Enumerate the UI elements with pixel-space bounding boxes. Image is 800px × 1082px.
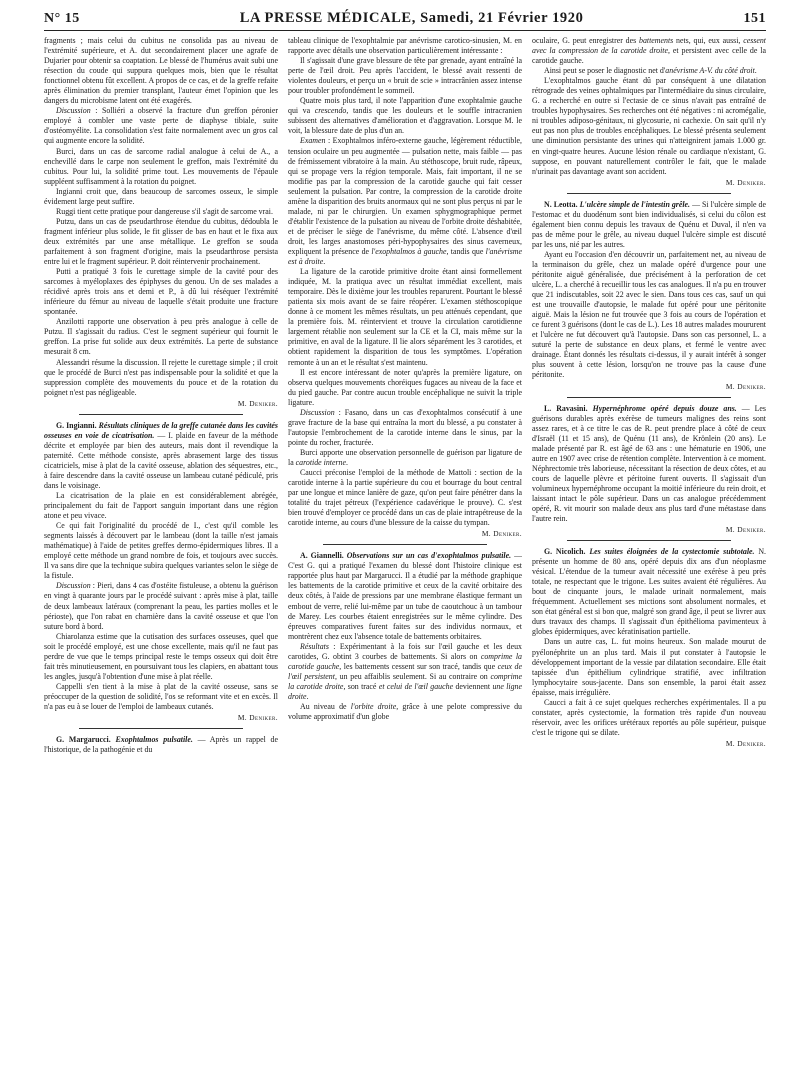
- article-ingianni: G. Ingianni. Résultats cliniques de la greffe cutanée dans les cavités osseuses en voie de cicatrisation. — I. plaide en faveur de la méthode décrite et employée par bien des auteurs, mais dont il revendique la paternité. Cette méthode consiste, après abrasement large des tissus cicatriciels, mise à plat de la cavité osseuse, ablation des séquestres, etc., à faire descendre dans la cavité osseuse un lambeau cutané pédiculé, pris dans le voisinage.: [44, 420, 278, 490]
- discussion-label: Discussion: [56, 106, 91, 116]
- author-signature: M. Deniker.: [237, 398, 278, 408]
- header-center: LA PRESSE MÉDICALE, Samedi, 21 Février 1920: [239, 10, 584, 26]
- journal-title: LA PRESSE MÉDICALE: [239, 10, 412, 26]
- author-signature: M. Deniker.: [725, 738, 766, 748]
- divider: [323, 544, 487, 545]
- column-2: [288, 36, 522, 1076]
- paragraph: Quatre mois plus tard, il note l'apparition d'une exophtalmie gauche qui va crescendo, tandis que les douleurs et le souffle intracranien subissent des alternatives d'amélioration et d'aggravation. Lorsque M. le voit, la blessure date de plus d'un an.: [288, 96, 522, 136]
- paragraph: Caucci préconise l'emploi de la méthode de Mattoli : section de la carotide interne à la partie supérieure du cou et bourrage du bout central par une longue et mince lanière de gaze, qu'on peut faire pénétrer dans la totalité du trajet pétreux (l'expérience cadavérique le prouve). C. s'est bien trouvé d'employer ce procédé dans un cas de plaie intrapétreuse de la carotide interne, au cours d'une blessure de la caisse du tympan.: [288, 468, 522, 528]
- paragraph: Putzu, dans un cas de pseudarthrose étendue du cubitus, dédoubla le fragment inférieur plus solide, le fit glisser de bas en haut et le fixa aux deux extrémités par une anse métallique. Le greffon se souda parfaitement à son fragment d'origine, mais la pseudarthrose persista entre lui et le fragment supérieur. P. doit réintervenir prochainement.: [44, 216, 278, 267]
- paragraph: Discussion : Pieri, dans 4 cas d'ostéite fistuleuse, a obtenu la guérison en vingt à quarante jours par le procédé suivant : après mise à plat, taille de deux lambeaux latéraux (comprenant la peau, les parties molles et le périoste), que l'on rabat en charnière dans la cavité osseuse et que l'on suture bord à bord.: [44, 581, 278, 631]
- issue-number: N° 15: [44, 11, 80, 26]
- author-signature: M. Deniker.: [237, 713, 278, 723]
- paragraph: La cicatrisation de la plaie en est considérablement abrégée, principalement du fait de l'apport sanguin important dans une région atone et peu vivace.: [44, 491, 278, 521]
- divider: [567, 193, 731, 194]
- discussion-label: Discussion: [56, 581, 91, 591]
- paragraph: Cappelli s'en tient à la mise à plat de la cavité osseuse, sans se préoccuper de la question de solidité, l'os se reformant vite et en excès. Il n'a pas eu à se louer de l'emploi de lambeaux cutanés.: [44, 681, 278, 711]
- article-title: Les suites éloignées de la cystectomie subtotale.: [589, 547, 755, 557]
- paragraph: Résultats : Expérimentant à la fois sur l'œil gauche et les deux carotides, G. obtint 3 courbes de battements. Si alors on comprime la carotide gauche, les battements cessent sur son tracé, tandis que ceux de l'œil persistent, un peu affaiblis seulement. Si au contraire on comprime la carotide droite, son tracé et celui de l'œil gauche deviennent une ligne droite.: [288, 641, 522, 701]
- article-author: G. Ingianni.: [56, 420, 97, 430]
- author-signature: M. Deniker.: [725, 177, 766, 187]
- paragraph: Chiarolanza estime que la cutisation des surfaces osseuses, quel que soit le procédé employé, est une chose excellente, mais qu'il ne faut pas perdre de vue que le temps principal reste le temps osseux qui doit être fait très minutieusement, en poursuivant tous les clapiers, en abattant tous les angles, jusqu'à l'obtention d'une mise à plat réelle.: [44, 631, 278, 681]
- paragraph: Ce qui fait l'originalité du procédé de I., c'est qu'il comble les segments laissés à découvert par le lambeau (dont la taille n'est jamais mathématique) à l'aide de petites greffes dermo-épidermiques libres. Il a employé cette méthode un grand nombre de fois, et toujours avec succès. Il va sans dire que la technique subira quelques variantes selon le siège de la fistule.: [44, 521, 278, 581]
- paragraph: L'exophtalmos gauche étant dû par conséquent à une dilatation rétrograde des veines ophtalmiques par l'intermédiaire du sinus circulaire, G. a recherché en outre si l'ectasie de ce sinus n'avait pas entraîné de troubles hypophysaires. Ses recherches ont été négatives : ni acromégalie, ni troubles adiposo-génitaux, ni glycosurie, ni cachexie. On sait qu'il n'y eut pas non plus de troubles encéphaliques. Le blessé présenta seulement une diminution persistante des urines qui n'atteignirent jamais 1.000 gr. en vingt-quatre heures. Aucune lésion rénale ou cardiaque n'existant, G. suppose, en pouvant naturellement contrôler le fait, que le malade n'urinait pas davantage avant son accident.: [532, 76, 766, 176]
- paragraph: Examen : Exophtalmos inféro-externe gauche, légèrement réductible, tension oculaire un peu augmentée — pulsation nette, mais faible — pas de frémissement vibratoire à la main. Au stéthoscope, bruit rude, râpeux, qui se propage vers la région temporale. Mais, fait important, il ne se modifie pas par la compression de la carotide gauche qui fait cesser seulement la pulsation. Par contre, la compression de la carotide droite amène la disparition des bruits anormaux qui ne sont plus perçus ni par le malade, ni par le chirurgien. Un examen sphygmographique permet d'établir l'existence de la pulsation au niveau de l'orbite droite déshabitée, et de préciser le siège de l'anévrisme, du même côté. L'absence d'œil droit, les larges anastomoses péri-hypophysaires des sinus caverneux, expliquent la présence de l'exophtalmos à gauche, tandis que l'anévrisme est à droite.: [288, 136, 522, 267]
- article-title: Hypernéphrome opéré depuis douze ans.: [592, 403, 737, 413]
- article-author: A. Giannelli.: [300, 551, 344, 561]
- resultats-label: Résultats: [300, 641, 329, 651]
- column-1: [44, 36, 278, 1076]
- paragraph: Putti a pratiqué 3 fois le curettage simple de la cavité pour des sarcomes à myéloplaxes des épiphyses du genou. Un de ses malades a récidivé après trois ans et demi et P., à dû lui réséquer l'extrémité inférieure du fémur au niveau de laquelle s'était produite une fracture spontanée.: [44, 267, 278, 317]
- article-leotta: N. Leotta. L'ulcère simple de l'intestin grêle. — Si l'ulcère simple de l'estomac et du duodénum sont bien individualisés, si celui du côlon est également bien connu depuis les travaux de Quénu et Duval, il n'en va pas de même pour le grêle, au niveau duquel l'ulcère simple est discuté par les uns, nié par les autres.: [532, 199, 766, 249]
- examen-label: Examen: [300, 136, 326, 146]
- column-3: [532, 36, 766, 1076]
- paragraph: Il s'agissait d'une grave blessure de tête par grenade, ayant entraîné la perte de l'œil droit. Peu après l'accident, le blessé avait ressenti de violentes douleurs, et perçu un « bruit de scie » intracrânien assez intense pour troubler profondément le sommeil.: [288, 56, 522, 96]
- author-signature: M. Deniker.: [725, 381, 766, 391]
- article-title: L'ulcère simple de l'intestin grêle.: [579, 199, 691, 209]
- paragraph: Il est encore intéressant de noter qu'après la première ligature, on observa quelques mouvements choréiques fugaces au niveau de la face et du pied gauche. Par contre aucun trouble encéphalique ne suivit la triple ligature.: [288, 367, 522, 407]
- author-signature: M. Deniker.: [725, 525, 766, 535]
- paragraph: Burci apporte une observation personnelle de guérison par ligature de la carotide interne.: [288, 447, 522, 467]
- article-author: N. Leotta.: [544, 199, 578, 209]
- paragraph: Ruggi tient cette pratique pour dangereuse s'il s'agit de sarcome vrai.: [56, 206, 273, 216]
- paragraph: Ingianni croit que, dans beaucoup de sarcomes osseux, le simple évidement large peut suffire.: [44, 186, 278, 206]
- article-title: Exophtalmos pulsatile.: [115, 735, 193, 745]
- article-ravasini: L. Ravasini. Hypernéphrome opéré depuis douze ans. — Les guérisons durables après exérèse de tumeurs malignes des reins sont assez rares, et à ce titre le cas de R. peut prendre place à côté de ceux d'Israël (11 et 15 ans), de Quénu (11 ans), de Krönlein (20 ans). Le malade présenté par R. est âgé de 63 ans : une hématurie en 1906, une autre en 1907 avec crise de rétention complète. Intervention à ce moment. Néphrectomie très laborieuse, nécessitant la résection de deux côtes, et au cours de laquelle plèvre et péritoine furent ouverts. Il s'agissait d'un volumineux hypernéphrome occupant la moitié inférieure du rein droit, et laissant intact le pôle supérieur. Dans un cas analogue précédemment opéré, R. vit mourir son malade deux ans plus tard d'une métastase dans l'autre rein.: [532, 403, 766, 524]
- paragraph: Au niveau de l'orbite droite, grâce à une pelote compressive du volume approximatif d'un globe: [288, 702, 522, 722]
- paragraph: Ainsi peut se poser le diagnostic net d'anévrisme A-V. du côté droit.: [544, 66, 757, 76]
- article-title: Résultats cliniques de la greffe cutanée dans les cavités osseuses en voie de cicatrisation.: [44, 420, 278, 440]
- paragraph: Ayant eu l'occasion d'en découvrir un, parfaitement net, au niveau de la terminaison du grêle, chez un malade opéré d'urgence pour une péritonite aiguë généralisée, due précisément à la perforation de cet ulcère, L. a cherché à recueillir tous les cas analogues. Il n'a pu en trouver que 21 indiscutables, soit 22 avec le sien. Dans tous ces cas, sauf un qui est une trouvaille d'autopsie, le malade fut opéré pour une péritonite aiguë. Mais la lésion ne fut trouvée que 3 fois au cours de l'opération et ce furent 3 guérisons (dont le cas de L.). Les 18 autres malades moururent et l'ulcère ne fut découvert qu'à l'autopsie. Dans son cas personnel, L. a suturé la perte de substance en deux plans, et fermé le ventre avec drainage. Étant donnés les résultats ci-dessus, il y aurait intérêt à songer plus souvent à cette lésion, lorsqu'on ne trouve pas la cause d'une péritonite.: [532, 249, 766, 380]
- paragraph: Dans un autre cas, L. fut moins heureux. Son malade mourut de pyélonéphrite un an plus tard. Mais il put constater à l'autopsie le développement important de la vessie par dilatation secondaire. Elle était tapissée d'un épithélium cylindrique stratifié, avec infiltration lymphocytaire sous-jacente. Dans son ensemble, la paroi était assez épaisse, mais irrégulière.: [532, 637, 766, 697]
- article-author: L. Ravasini.: [544, 403, 588, 413]
- issue-date: Samedi, 21 Février 1920: [420, 10, 584, 26]
- paragraph: La ligature de la carotide primitive droite étant ainsi formellement indiquée, M. la pratiqua avec un résultat immédiat excellent, mais temporaire. Dès le dixième jour les troubles reparurent. Pourtant le blessé patienta six mois avant de se faire réopérer. L'examen stéthoscopique donne à ce moment les mêmes résultats, un peu atténués cependant, que la première fois. M. réintervient et trouve la circulation carotidienne largement rétablie non seulement sur la CE et la CI, mais même sur la primitive, en aval de la ligature. Il lie alors séparément les 3 carotides, et obtient rapidement la disparition de tous les symptômes. L'opération remonte à un an et le résultat s'est maintenu.: [288, 267, 522, 367]
- divider: [567, 397, 731, 398]
- journal-page: [44, 10, 766, 1076]
- paragraph: fragments ; mais celui du cubitus ne consolida pas au niveau de l'extrémité supérieure, et A. dut secondairement placer une agrafe de Dujarier pour obtenir sa coaptation. Le blessé de l'humérus avait subi une résection du coude qui suppura quelques mois, bien que le résultat fonctionnel obtenu fût excellent. A propos de ce cas, et de la greffe refaite après élimination du premier transplant, l'auteur émet l'opinion que les dangers du microbisme latent ont été exagérés.: [44, 36, 278, 106]
- article-author: G. Margarucci.: [56, 735, 111, 745]
- paragraph: Burci, dans un cas de sarcome radial analogue à celui de A., a enchevillé dans le carpe non seulement le greffon, mais l'extrémité du cubitus. Pour lui, la solidité prime tout. Les mouvements de l'épaule suppléent suffisamment à la rotation du poignet.: [44, 146, 278, 186]
- article-giannelli: A. Giannelli. Observations sur un cas d'exophtalmos pulsatile. — C'est G. qui a pratiqué l'examen du blessé dont l'histoire clinique est rapportée plus haut par Margarucci. Il a étudié par la méthode graphique les battements de la carotide primitive et ceux de la cavité orbitaire des deux côtés, à l'aide de pressions par une membrane élastique fermant un embout de verre, relié lui-même par un tube de caoutchouc à un tambour de Marey. Les courbes étaient enregistrées sur le même cylindre. Des épreuves comparatives furent faites sur des individus normaux, et montrèrent chez eux l'absence totale de battements orbitaires.: [288, 551, 522, 641]
- page-number: 151: [743, 11, 766, 26]
- article-title: Observations sur un cas d'exophtalmos pulsatile.: [346, 551, 512, 561]
- page-header: [44, 10, 766, 31]
- paragraph: Discussion : Fasano, dans un cas d'exophtalmos consécutif à une grave fracture de la base qui entraîna la mort du blessé, a pu constater à l'autopsie l'embrochement de la carotide interne dans le sinus, par la pointe du rocher, fracturée.: [288, 407, 522, 447]
- discussion-label: Discussion: [300, 407, 335, 417]
- paragraph: Alessandri résume la discussion. Il rejette le curettage simple ; il croit que le procédé de Burci n'est pas indispensable pour la solidité et que la suppression complète des mouvements du pouce et de la rotation du poignet n'est pas négligeable.: [44, 357, 278, 397]
- article-author: G. Nicolich.: [544, 547, 586, 557]
- paragraph: Anzilotti rapporte une observation à peu près analogue à celle de Putzu. Il s'agissait du radius. C'est le segment supérieur qui fournit le greffon. La prise fut solide aux deux extrémités. La perte de substance mesurait 8 cm.: [44, 317, 278, 357]
- article-columns: [44, 36, 766, 1076]
- article-margarucci: G. Margarucci. Exophtalmos pulsatile. — Après un rappel de l'historique, de la pathogénie et du: [44, 735, 278, 755]
- paragraph: Discussion : Solliéri a observé la fracture d'un greffon péronier employé à combler une vaste perte de diaphyse tibiale, suite d'ostéomyélite. La consolidation s'est faite normalement avec un gros cal qui augmente encore la solidité.: [44, 106, 278, 146]
- divider: [79, 728, 243, 729]
- divider: [79, 414, 243, 415]
- article-nicolich: G. Nicolich. Les suites éloignées de la cystectomie subtotale. N. présente un homme de 80 ans, opéré depuis dix ans d'un néoplasme vésical. L'étendue de la tumeur avait nécessité une exérèse à peu près totale, ne respectant que le trigone. Les suites avaient été régulières. Au bout de cinquante jours, le malade urinait normalement, mais fréquemment. Actuellement ses mictions sont absolument normales, et son état général est si bon que, malgré son grand âge, il peut se livrer aux durs travaux des champs. Il s'agissait d'un épithélioma pavimenteux à globes épidermiques, avec kératinisation partielle.: [532, 547, 766, 637]
- author-signature: M. Deniker.: [481, 529, 522, 539]
- paragraph: Caucci a fait à ce sujet quelques recherches expérimentales. Il a pu constater, après cystectomie, la formation très rapide d'un nouveau réservoir, avec les orifices urétéraux reportés au pôle supérieur, puisque c'est le trigone qui se dilate.: [532, 697, 766, 737]
- paragraph: tableau clinique de l'exophtalmie par anévrisme carotico-sinusien, M. en rapporte avec détails une observation particulièrement intéressante :: [288, 36, 522, 56]
- divider: [567, 540, 731, 541]
- paragraph: oculaire, G. peut enregistrer des battements nets, qui, eux aussi, cessent avec la compression de la carotide droite, et persistent avec celle de la carotide gauche.: [532, 36, 766, 66]
